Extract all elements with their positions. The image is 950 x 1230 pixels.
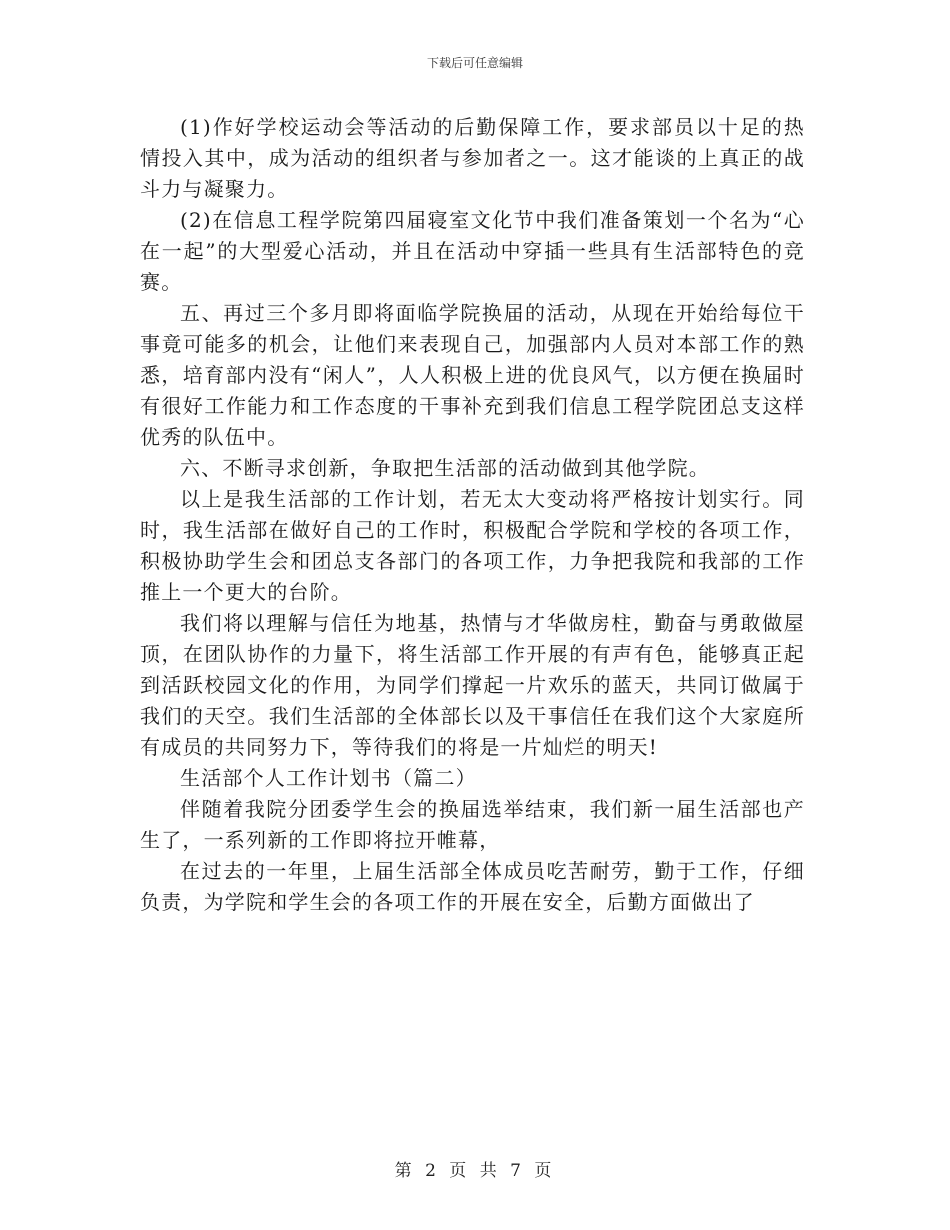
paragraph: 伴随着我院分团委学生会的换届选举结束，我们新一届生活部也产生了，一系列新的工作即将拉开帷幕， [140,797,805,852]
paragraph: 五、再过三个多月即将面临学院换届的活动，从现在开始给每位干事竟可能多的机会，让他们来表现自己，加强部内人员对本部工作的熟悉，培育部内没有“闲人”，人人积极上进的优良风气，以方便在换届时有很好工作能力和工作态度的干事补充到我们信息工程学院团总支这样优秀的队伍中。 [140,301,805,449]
paragraph: 以上是我生活部的工作计划，若无太大变动将严格按计划实行。同时，我生活部在做好自己的工作时，积极配合学院和学校的各项工作，积极协助学生会和团总支各部门的各项工作，力争把我院和我部的工作推上一个更大的台阶。 [140,487,805,604]
page-header: 下载后可任意编辑 [426,56,523,70]
paragraph: 我们将以理解与信任为地基，热情与才华做房柱，勤奋与勇敢做屋顶，在团队协作的力量下，将生活部工作开展的有声有色，能够真正起到活跃校园文化的作用，为同学们撑起一片欢乐的蓝天，共同订做属于我们的天空。我们生活部的全体部长以及干事信任在我们这个大家庭所有成员的共同努力下，等待我们的将是一片灿烂的明天! [140,611,805,759]
paragraph: (1)作好学校运动会等活动的后勤保障工作，要求部员以十足的热情投入其中，成为活动的组织者与参加者之一。这才能谈的上真正的战斗力与凝聚力。 [140,115,805,201]
document-body [140,112,805,918]
paragraph: 六、不断寻求创新，争取把生活部的活动做到其他学院。 [180,456,710,480]
section-title: 生活部个人工作计划书（篇二） [180,766,477,790]
paragraph: (2)在信息工程学院第四届寝室文化节中我们准备策划一个名为“心在一起”的大型爱心活动，并且在活动中穿插一些具有生活部特色的竞赛。 [140,208,805,294]
page-number: 第 2 页 共 7 页 [394,1161,556,1181]
paragraph: 在过去的一年里，上届生活部全体成员吃苦耐劳，勤于工作，仔细负责，为学院和学生会的各项工作的开展在安全，后勤方面做出了 [140,859,805,914]
